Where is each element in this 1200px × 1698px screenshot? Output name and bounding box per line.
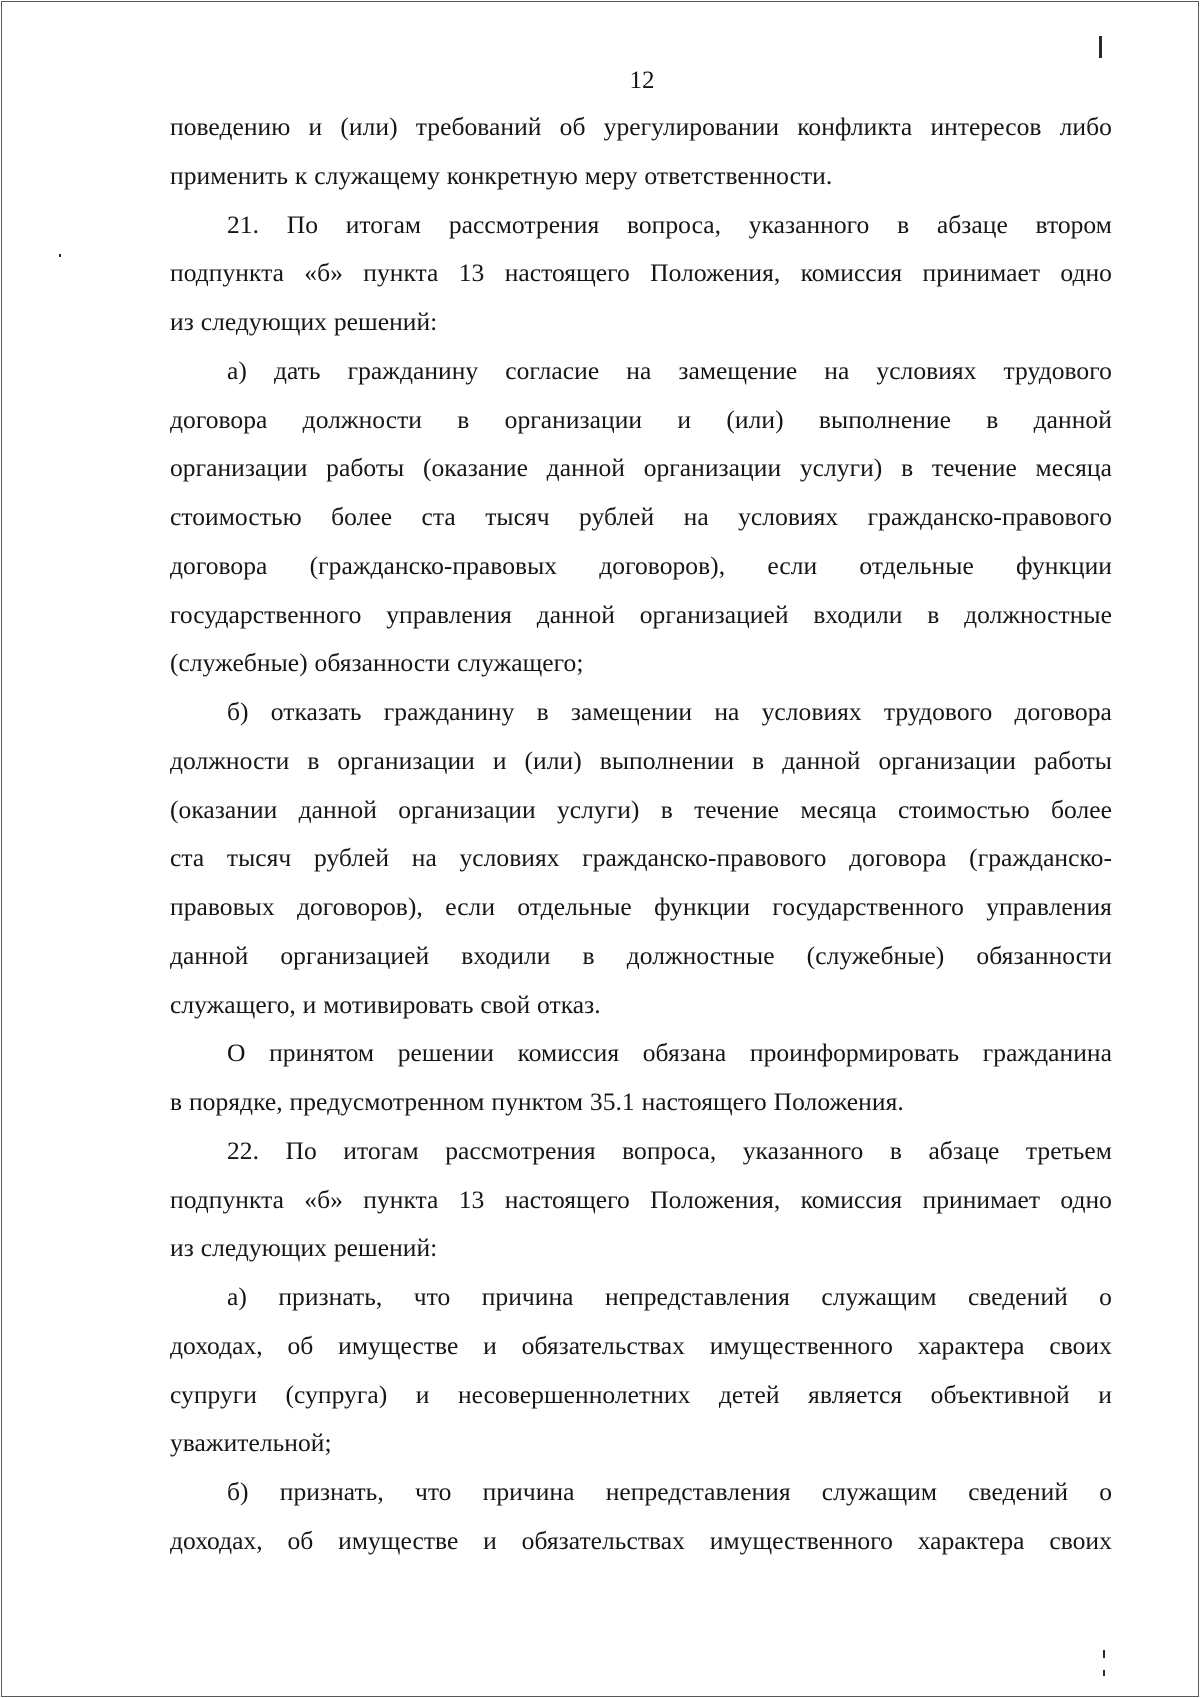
text-line: должности в организации и (или) выполнении в данной организации работы: [170, 745, 1112, 775]
page-number: 12: [629, 67, 655, 94]
scan-mark-left: [59, 254, 61, 257]
text-line: (служебные) обязанности служащего;: [170, 648, 584, 678]
text-line: данной организацией входили в должностные (служебные) обязанности: [170, 940, 1112, 970]
text-line: в порядке, предусмотренном пунктом 35.1 настоящего Положения.: [170, 1087, 904, 1116]
text-line: доходах, об имуществе и обязательствах имущественного характера своих: [170, 1525, 1112, 1555]
text-line: подпункта «б» пункта 13 настоящего Положения, комиссия принимает одно: [170, 258, 1112, 288]
text-line: (оказании данной организации услуги) в течение месяца стоимостью более: [170, 794, 1112, 824]
text-line: договора должности в организации и (или) выполнение в данной: [170, 404, 1112, 434]
text-line: правовых договоров), если отдельные функции государственного управления: [170, 892, 1112, 921]
text-line: а) признать, что причина непредставления служащим сведений о: [227, 1282, 1112, 1311]
text-line: 21. По итогам рассмотрения вопроса, указанного в абзаце втором: [227, 209, 1112, 239]
text-line: государственного управления данной организацией входили в должностные: [170, 599, 1112, 629]
text-line: б) признать, что причина непредставления служащим сведений о: [227, 1477, 1112, 1506]
text-line: стоимостью более ста тысяч рублей на условиях гражданско-правового: [170, 502, 1112, 531]
scan-mark-bottom-right-1: [1103, 1650, 1105, 1658]
text-line: супруги (супруга) и несовершеннолетних детей является объективной и: [170, 1379, 1112, 1409]
text-line: уважительной;: [170, 1428, 332, 1458]
text-line: б) отказать гражданину в замещении на условиях трудового договора: [227, 697, 1112, 726]
text-line: подпункта «б» пункта 13 настоящего Положения, комиссия принимает одно: [170, 1184, 1112, 1214]
text-line: из следующих решений:: [170, 1233, 438, 1263]
text-line: 22. По итогам рассмотрения вопроса, указанного в абзаце третьем: [227, 1135, 1112, 1165]
scan-mark-top-right: [1099, 36, 1102, 58]
text-line: поведению и (или) требований об урегулировании конфликта интересов либо: [170, 112, 1112, 141]
document-text: [170, 103, 1112, 1566]
text-line: применить к служащему конкретную меру ответственности.: [170, 160, 833, 190]
text-line: из следующих решений:: [170, 307, 438, 336]
text-line: доходах, об имуществе и обязательствах имущественного характера своих: [170, 1330, 1112, 1360]
text-line: а) дать гражданину согласие на замещение на условиях трудового: [227, 355, 1112, 385]
text-line: служащего, и мотивировать свой отказ.: [170, 989, 601, 1019]
text-line: организации работы (оказание данной организации услуги) в течение месяца: [170, 453, 1112, 483]
text-line: ста тысяч рублей на условиях гражданско-правового договора (гражданско-: [170, 843, 1112, 873]
scan-mark-bottom-right-2: [1103, 1670, 1105, 1676]
text-line: договора (гражданско-правовых договоров), если отдельные функции: [170, 550, 1112, 580]
text-line: О принятом решении комиссия обязана проинформировать гражданина: [227, 1038, 1112, 1068]
